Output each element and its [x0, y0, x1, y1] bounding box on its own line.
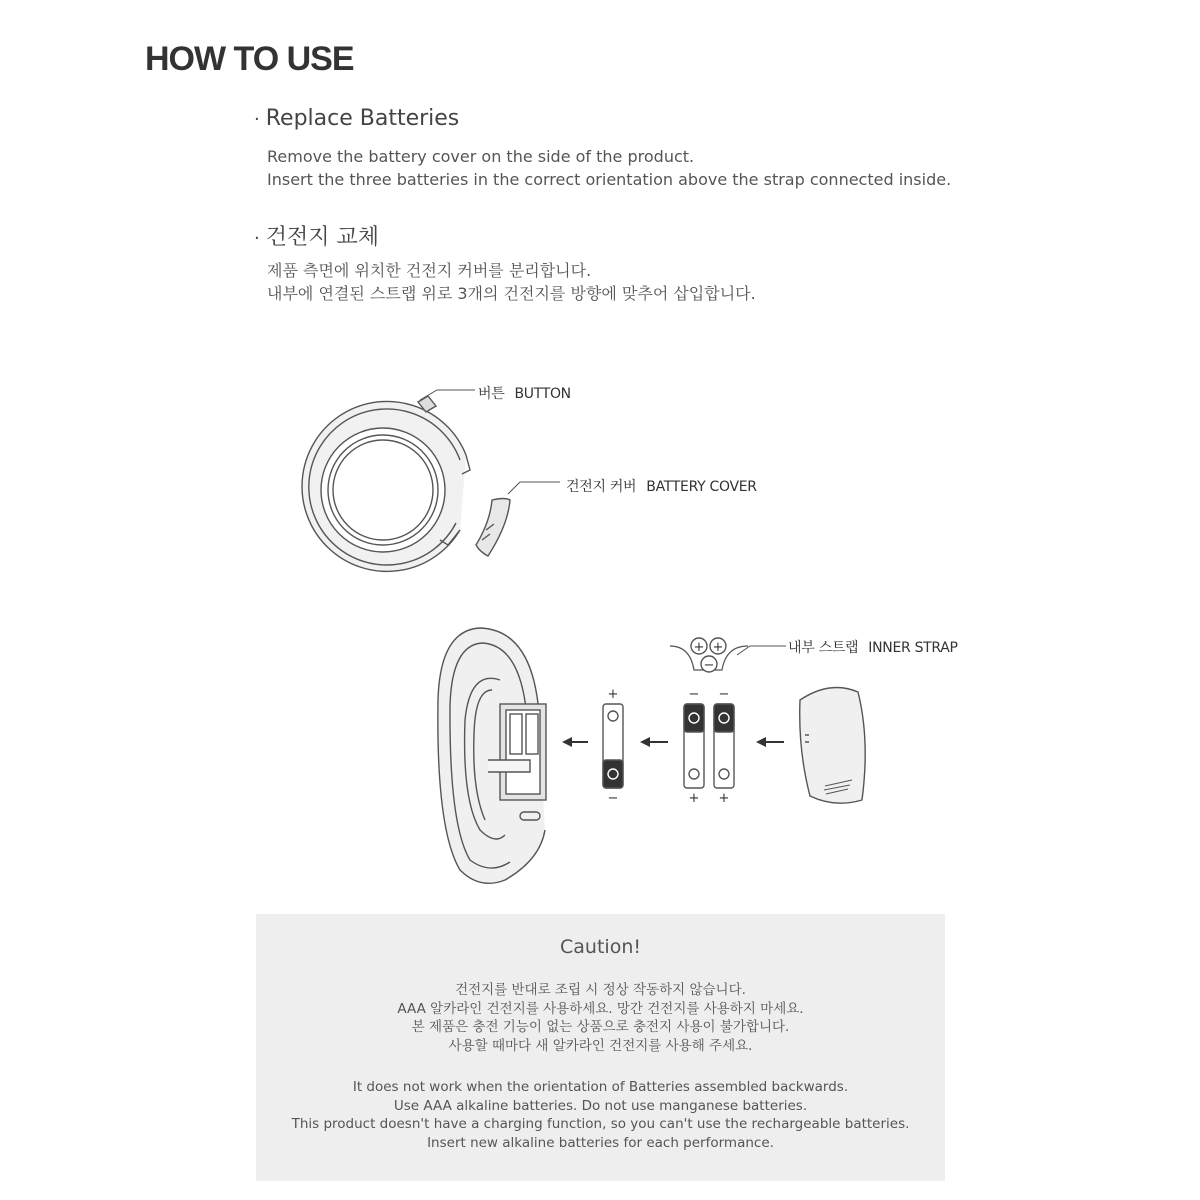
bullet: ·: [254, 228, 260, 249]
callout-button: [478, 383, 571, 403]
open-ring-illustration: [438, 628, 546, 883]
callout-en: BUTTON: [514, 386, 571, 402]
caution-line: Use AAA alkaline batteries. Do not use manganese batteries.: [393, 1097, 808, 1114]
caution-line: 건전지를 반대로 조립 시 정상 작동하지 않습니다.: [455, 982, 746, 998]
instruction-line: 내부에 연결된 스트랩 위로 3개의 건전지를 방향에 맞추어 삽입합니다.: [267, 284, 756, 303]
caution-title: Caution!: [560, 936, 641, 958]
plus-mark: +: [693, 640, 705, 655]
bullet: ·: [254, 109, 260, 130]
minus-label: −: [607, 791, 619, 806]
instruction-line: Remove the battery cover on the side of the product.: [267, 147, 695, 166]
caution-box: [256, 914, 945, 1181]
arrow-left-icon: [640, 737, 650, 747]
instruction-line: 제품 측면에 위치한 건전지 커버를 분리합니다.: [267, 261, 592, 280]
heading-text: 건전지 교체: [265, 225, 379, 250]
plus-mark: +: [712, 640, 724, 655]
minus-label: −: [718, 687, 730, 702]
caution-english-text: [256, 1078, 945, 1152]
page-title: HOW TO USE: [145, 40, 354, 78]
battery-pair-left: [684, 704, 704, 788]
battery-pair-right: [714, 704, 734, 788]
plus-label: +: [607, 687, 619, 702]
caution-line: Insert new alkaline batteries for each performance.: [427, 1134, 774, 1151]
battery-cover-piece: [476, 499, 510, 557]
plus-label: +: [718, 791, 730, 806]
callout-ko: 버튼: [478, 386, 505, 402]
plus-label: +: [688, 791, 700, 806]
caution-line: This product doesn't have a charging function, so you can't use the rechargeable batteries.: [291, 1116, 910, 1132]
callout-battery-cover: [566, 476, 757, 496]
callout-ko: 건전지 커버: [566, 479, 637, 495]
minus-label: −: [688, 687, 700, 702]
arrow-left-icon: [756, 737, 766, 747]
instruction-line: Insert the three batteries in the correct orientation above the strap connected inside.: [267, 170, 952, 189]
caution-line: 사용할 때마다 새 알카라인 건전지를 사용해 주세요.: [448, 1037, 753, 1054]
caution-line: It does not work when the orientation of Batteries assembled backwards.: [352, 1079, 849, 1095]
caution-line: 본 제품은 충전 기능이 없는 상품으로 충전지 사용이 불가합니다.: [411, 1019, 790, 1035]
caution-korean-text: [256, 981, 945, 1055]
cover-piece-right: [800, 688, 865, 804]
arrow-left-icon: [562, 737, 572, 747]
heading-text: Replace Batteries: [265, 106, 460, 131]
inner-strap-detail: [670, 638, 786, 672]
minus-mark: −: [703, 658, 715, 673]
callout-en: BATTERY COVER: [646, 479, 757, 495]
battery-single: [603, 704, 623, 788]
callout-inner-strap: [788, 637, 958, 657]
ring-device-illustration: [302, 396, 470, 571]
caution-line: AAA 알카라인 건전지를 사용하세요. 망간 건전지를 사용하지 마세요.: [397, 1000, 804, 1017]
callout-en: INNER STRAP: [868, 640, 958, 656]
callout-ko: 내부 스트랩: [788, 640, 859, 656]
